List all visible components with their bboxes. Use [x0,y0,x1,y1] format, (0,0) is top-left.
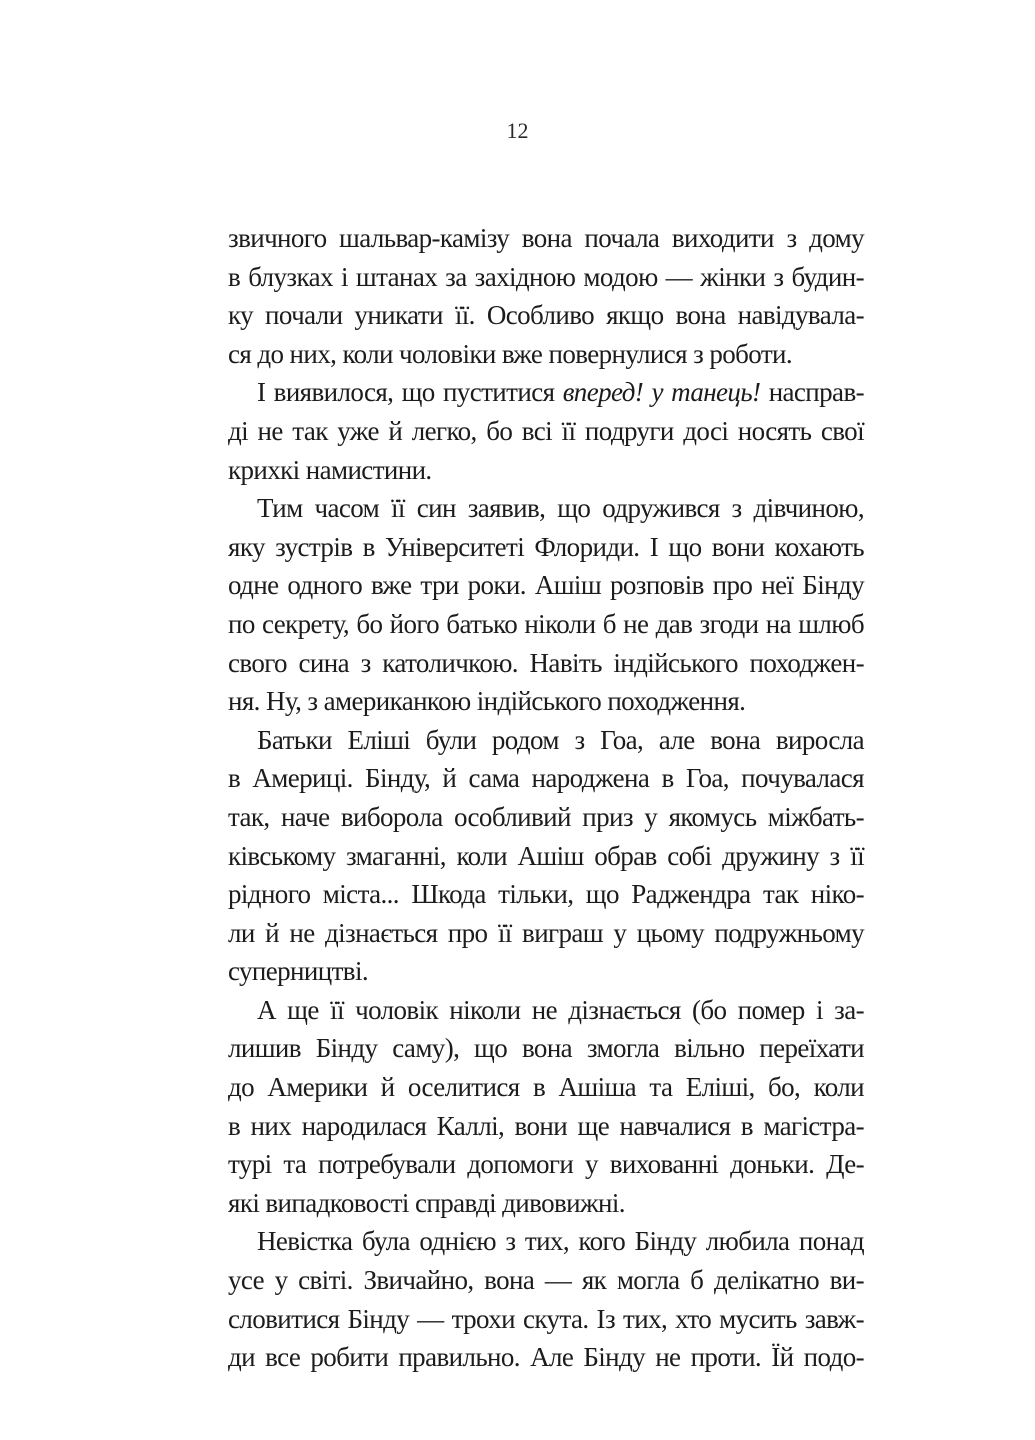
text-line: Невістка була однією з тих, кого Бінду любила понад [257,1226,864,1257]
text-line: ся до них, коли чоловіки вже повернулися з роботи. [228,338,793,369]
text-line: так, наче виборола особливий приз у якомусь міжбать- [228,801,864,832]
text-line: свого сина з католичкою. Навіть індійського походжен- [228,647,864,678]
text-line: які випадковості справді дивовижні. [228,1187,625,1218]
italic-emphasis: вперед! у танець! [562,377,761,408]
text-line: ку почали уникати її. Особливо якщо вона навідувала- [228,300,864,331]
text-line: ли й не дізнається про її виграш у цьому подружньому [228,917,864,948]
text-line: яку зустрів в Університеті Флориди. І що вони кохають [228,531,864,562]
text-segment: насправ- [760,377,864,408]
text-line [228,373,864,412]
text-line: звичного шальвар-камізу вона почала виходити з дому [228,223,864,253]
text-line: лишив Бінду саму), що вона змогла вільно переїхати [228,1033,864,1064]
text-line: в них народилася Каллі, вони ще навчалися в магістра- [228,1110,864,1141]
text-line: рідного міста... Шкода тільки, що Раджендра так ніко- [228,879,864,910]
text-line: словитися Бінду — трохи скута. Із тих, хто мусить завж- [228,1303,864,1334]
text-line: ня. Ну, з американкою індійського походження. [228,686,746,717]
text-line: турі та потребували допомоги у вихованні доньки. Де- [228,1149,864,1180]
text-line: ди все робити правильно. Але Бінду не проти. Їй подо- [228,1342,864,1373]
text-line: крихкі намистини. [228,454,432,485]
text-line: ді не так уже й легко, бо всі її подруги досі носять свої [228,415,864,446]
text-line: усе у світі. Звичайно, вона — як могла б делікатно ви- [228,1265,864,1296]
text-line: в Америці. Бінду, й сама народжена в Гоа, почувалася [228,763,864,794]
text-line: Батьки Еліші були родом з Гоа, але вона виросла [257,724,864,755]
body-text [228,219,864,1377]
text-line: по секрету, бо його батько ніколи б не дав згоди на шлюб [228,608,864,639]
text-line: до Америки й оселитися в Ашіша та Еліші, бо, коли [228,1072,864,1103]
text-line: одне одного вже три роки. Ашіш розповів про неї Бінду [228,570,864,601]
page-number: 12 [506,118,529,143]
text-line: в блузках і штанах за західною модою — жінки з будин- [228,261,864,292]
text-line: А ще її чоловік ніколи не дізнається (бо помер і за- [257,994,864,1025]
text-segment: І виявилося, що пуститися [257,377,563,408]
text-line: суперництві. [228,956,369,987]
text-line: Тим часом її син заявив, що одружився з дівчиною, [257,493,864,524]
text-line: ківському змаганні, коли Ашіш обрав собі дружину з її [228,840,864,871]
